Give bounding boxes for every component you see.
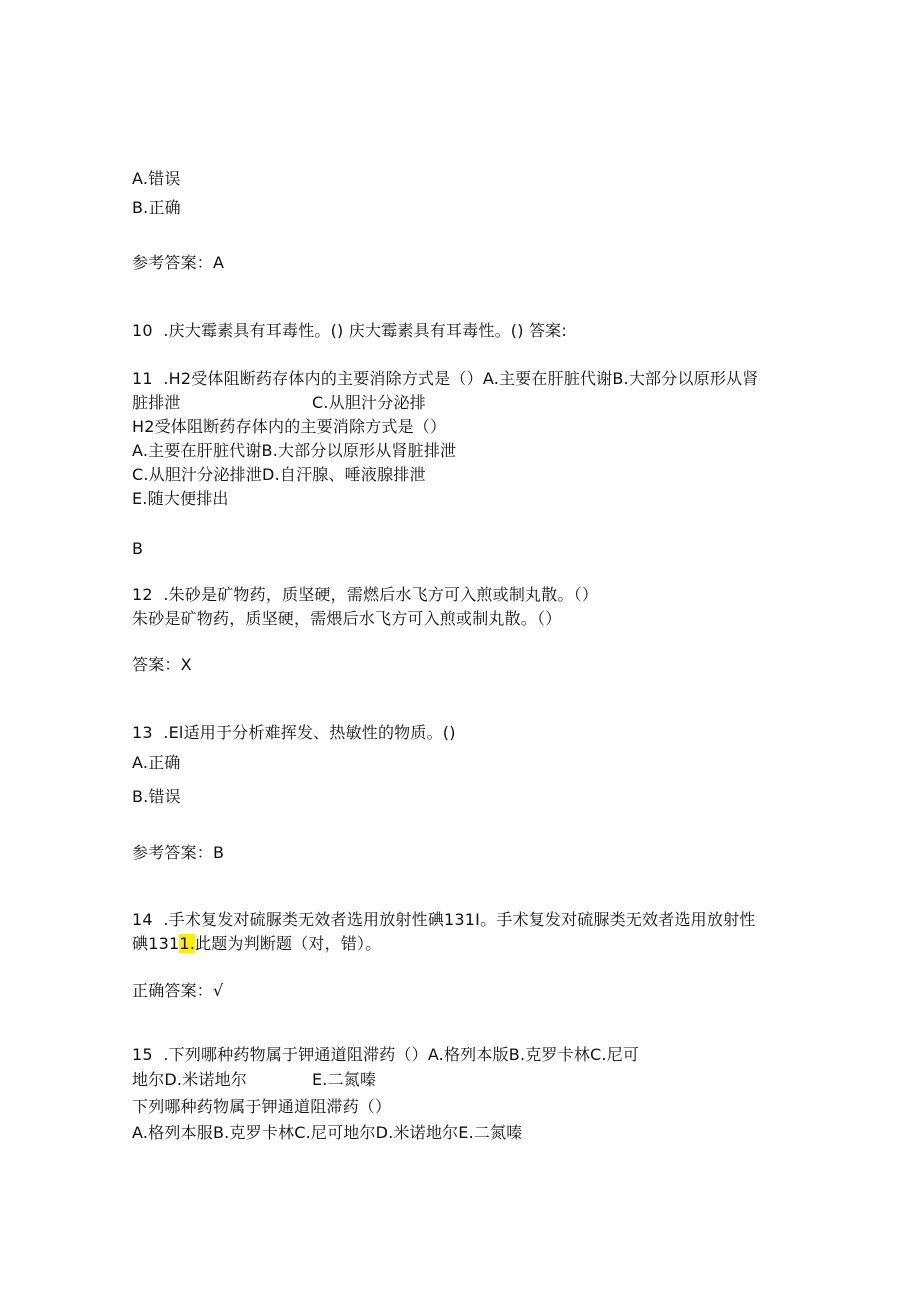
q15-text-line2a: 地尔D.米诺地尔 (132, 1070, 248, 1089)
q12-answer: 答案：X (132, 655, 192, 674)
q9-answer: 参考答案：A (132, 253, 225, 272)
q13-option-b: B.错误 (132, 787, 181, 806)
q15-text-line1: 15 .下列哪种药物属于钾通道阻滞药（）A.格列本版B.克罗卡林C.尼可 (132, 1045, 640, 1064)
q13-option-a: A.正确 (132, 753, 181, 772)
q14-highlight-mark: 1. (179, 934, 196, 953)
q10-text: 10 .庆大霉素具有耳毒性。() 庆大霉素具有耳毒性。() 答案: (132, 321, 567, 340)
q13-answer: 参考答案：B (132, 843, 225, 862)
q15-text-line3: 下列哪种药物属于钾通道阻滞药（） (132, 1097, 392, 1116)
q11-text-line3: H2受体阻断药存体内的主要消除方式是（） (132, 417, 447, 436)
q11-answer: B (132, 539, 144, 558)
q11-text-line2b: C.从胆汁分泌排 (312, 393, 426, 412)
q15-options: A.格列本服B.克罗卡林C.尼可地尔D.米诺地尔E.二氮嗪 (132, 1123, 523, 1142)
q13-text: 13 .El适用于分析难挥发、热敏性的物质。() (132, 723, 456, 742)
q12-text-line1: 12 .朱砂是矿物药，质坚硬，需燃后水飞方可入煎或制丸散。（） (132, 585, 599, 604)
q14-text-line1: 14 .手术复发对硫脲类无效者选用放射性碘131I。手术复发对硫脲类无效者选用放射性 (132, 910, 756, 929)
q11-options-line3: E.随大便排出 (132, 489, 229, 508)
q14-text-line2-post: 此题为判断题（对，错）。 (195, 934, 382, 953)
q14-answer: 正确答案：√ (132, 981, 224, 1000)
q11-options-line2: C.从胆汁分泌排泄D.自汗腺、唾液腺排泄 (132, 465, 426, 484)
q14-text-line2 (132, 933, 381, 955)
q11-text-line2a: 脏排泄 (132, 393, 181, 412)
q14-text-line2-pre: 碘131 (132, 934, 180, 953)
q11-text-line1: 11 .H2受体阻断药存体内的主要消除方式是（）A.主要在肝脏代谢B.大部分以原形从肾 (132, 369, 759, 388)
q12-text-line2: 朱砂是矿物药，质坚硬，需煨后水飞方可入煎或制丸散。（） (132, 609, 562, 628)
q9-option-a: A.错误 (132, 169, 181, 188)
q11-options-line1: A.主要在肝脏代谢B.大部分以原形从肾脏排泄 (132, 441, 457, 460)
q9-option-b: B.正确 (132, 198, 181, 217)
q15-text-line2b: E.二氮嗪 (312, 1070, 377, 1089)
